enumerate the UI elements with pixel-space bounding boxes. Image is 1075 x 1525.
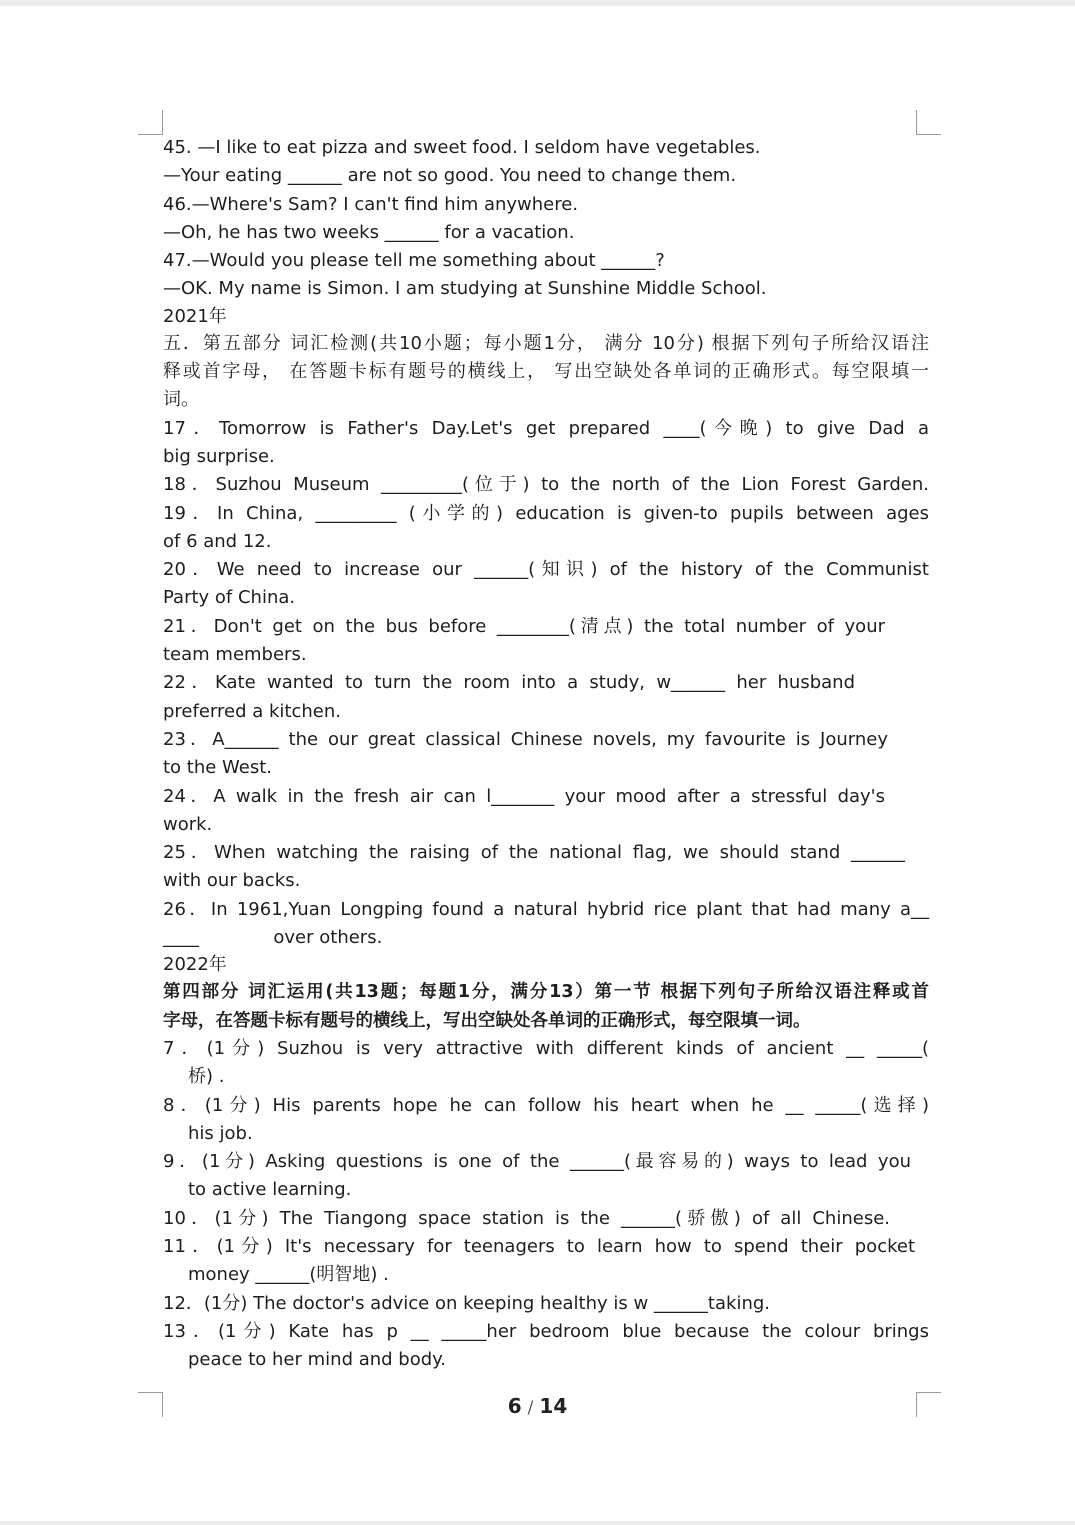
text-line: —Your eating ______ are not so good. You need to change them.	[163, 165, 737, 187]
page-indicator	[0, 1394, 1075, 1418]
text-line: 45. —I like to eat pizza and sweet food. I seldom have vegetables.	[163, 137, 761, 158]
question-23-cont: to the West.	[163, 757, 273, 779]
section-instruction: 词。	[163, 389, 199, 411]
question-19: 19．In China, _________ (小学的) education is given-to pupils between ages	[163, 502, 929, 524]
question-25: 25．When watching the raising of the national flag, we should stand ______	[163, 842, 905, 864]
question-25-cont: with our backs.	[163, 870, 301, 892]
year-heading-2022: 2022年	[163, 954, 227, 976]
section-instruction: 释或首字母， 在答题卡标有题号的横线上， 写出空缺处各单词的正确形式。每空限填一	[163, 361, 929, 383]
crop-mark-top-right	[916, 110, 941, 135]
section-instruction-bold: 字母，在答题卡标有题号的横线上，写出空缺处各单词的正确形式，每空限填一词。	[163, 1010, 811, 1031]
page-current: 6	[507, 1394, 522, 1418]
question-20: 20．We need to increase our ______(知识) of the history of the Communist	[163, 559, 929, 581]
section-instruction-bold: 第四部分 词汇运用(共13题；每题1分，满分13）第一节 根据下列句子所给汉语注释或首	[163, 982, 929, 1003]
question-22: 22．Kate wanted to turn the room into a study, w______ her husband	[163, 672, 855, 694]
question-18: 18．Suzhou Museum _________(位于) to the north of the Lion Forest Garden.	[163, 474, 929, 496]
crop-mark-top-left	[138, 110, 163, 135]
question-13: 13．(1分) Kate has p __ _____her bedroom blue because the colour brings	[163, 1320, 929, 1342]
question-11: 11．(1分) It's necessary for teenagers to learn how to spend their pocket	[163, 1235, 915, 1257]
page-separator: /	[527, 1398, 534, 1418]
question-20-cont: Party of China.	[163, 587, 296, 609]
question-26-cont: ____ over others.	[163, 927, 383, 949]
question-8-cont: his job.	[188, 1122, 253, 1144]
question-24-cont: work.	[163, 813, 213, 835]
question-21: 21．Don't get on the bus before ________(清点) the total number of your	[163, 615, 885, 637]
section-instruction: 五．第五部分 词汇检测(共10小题；每小题1分， 满分 10分) 根据下列句子所给汉语注	[163, 332, 929, 354]
question-10: 10．(1分) The Tiangong space station is the ______(骄傲) of all Chinese.	[163, 1207, 890, 1229]
question-17-cont: big surprise.	[163, 445, 275, 467]
question-7-cont: 桥) .	[188, 1066, 225, 1088]
question-17: 17．Tomorrow is Father's Day.Let's get prepared ____(今晚) to give Dad a	[163, 417, 929, 439]
document-page	[0, 6, 1075, 1521]
text-line: —OK. My name is Simon. I am studying at Sunshine Middle School.	[163, 278, 767, 300]
question-13-cont: peace to her mind and body.	[188, 1349, 446, 1371]
question-19-cont: of 6 and 12.	[163, 530, 272, 552]
year-heading-2021: 2021年	[163, 305, 227, 327]
page-total: 14	[539, 1394, 568, 1418]
question-8: 8．(1分) His parents hope he can follow his heart when he __ _____(选择)	[163, 1094, 929, 1116]
question-21-cont: team members.	[163, 644, 307, 666]
text-line: —Oh, he has two weeks ______ for a vacation.	[163, 221, 575, 243]
question-24: 24．A walk in the fresh air can l_______ your mood after a stressful day's	[163, 785, 885, 807]
question-7: 7．(1分) Suzhou is very attractive with different kinds of ancient __ _____(	[163, 1037, 929, 1059]
question-26: 26．In 1961,Yuan Longping found a natural hybrid rice plant that had many a__	[163, 898, 929, 920]
page-content	[163, 134, 929, 1374]
question-9-cont: to active learning.	[188, 1179, 352, 1201]
text-line: 47.—Would you please tell me something about ______?	[163, 250, 665, 272]
question-11-cont: money ______(明智地) .	[188, 1264, 389, 1286]
question-12: 12．(1分) The doctor's advice on keeping healthy is w ______taking.	[163, 1292, 770, 1314]
question-9: 9．(1分) Asking questions is one of the ______(最容易的) ways to lead you	[163, 1151, 911, 1173]
text-line: 46.—Where's Sam? I can't find him anywhere.	[163, 193, 579, 215]
question-22-cont: preferred a kitchen.	[163, 700, 341, 722]
question-23: 23．A______ the our great classical Chinese novels, my favourite is Journey	[163, 728, 888, 750]
